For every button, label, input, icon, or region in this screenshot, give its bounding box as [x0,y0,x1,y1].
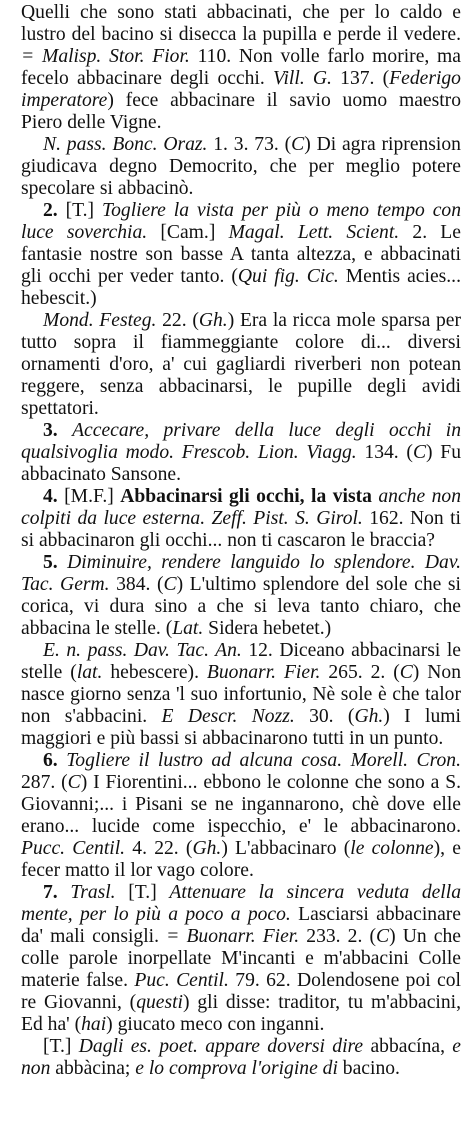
text-run: 4. 22. ( [125,838,193,859]
italic-text-run: Pucc. Centil. [21,838,126,859]
entry-paragraph-neuter-passive [21,134,461,200]
italic-text-run: C [376,926,390,947]
text-run: 137. ( [331,68,390,89]
italic-text-run: Magal. Lett. Scient. [228,222,400,243]
entry-paragraph-sense-5 [21,552,461,640]
text-run: ), e fecer matto il lor vago colore. [21,838,461,881]
italic-text-run: Buonarr. Fier. [206,662,321,683]
entry-paragraph-note [21,1036,461,1080]
italic-text-run: Gh. [354,706,384,727]
italic-text-run: Vill. G. [272,68,332,89]
text-run: Sidera hebetet.) [203,618,332,639]
italic-text-run: questi [136,992,184,1013]
italic-text-run: Togliere la vista per più o meno tempo con luce soverchia. [21,200,461,243]
italic-text-run: le colonne [350,838,434,859]
text-run: 22. ( [156,310,199,331]
text-run: [M.F.] [64,486,121,507]
text-run: ) L'abbacinaro ( [221,838,351,859]
text-run: [Cam.] [147,222,229,243]
bold-text-run: Abbacinarsi gli occhi, la vista [120,486,372,507]
italic-text-run: hai [81,1014,107,1035]
entry-paragraph-sense-5-passive [21,640,461,750]
italic-text-run: = Buonarr. Fier. [166,926,300,947]
italic-text-run: N. pass. Bonc. Oraz. [43,134,208,155]
bold-text-run: 7. [43,882,71,903]
text-run: ) I Fiorentini... ebbono le colonne che sono a S. Giovanni;... i Pisani se ne ingannarono, chè dove elle erano... lucide come ispecchio, e' le abbacinarono. [21,772,461,837]
italic-text-run: C [399,662,413,683]
italic-text-run: Mond. Festeg. [43,310,157,331]
text-run: hebescere). [102,662,207,683]
text-run: 162. Non ti si abbacinaron gli occhi... non ti cascaron le braccia? [21,508,461,551]
italic-text-run: e non [21,1036,461,1079]
text-run: Lasciarsi abbacinare da' mali consigli. [21,904,461,947]
italic-text-run: C [291,134,305,155]
entry-paragraph-sense-4 [21,486,461,552]
bold-text-run: 3. [43,420,73,441]
text-run: Mentis acies... hebescit.) [21,266,461,309]
italic-text-run: lat. [76,662,103,683]
italic-text-run: Lat. [172,618,204,639]
text-run: ) Di agra riprension giudicava degno Democrito, che per meglio potere specolare si abbacinò. [21,134,461,199]
text-run: ) I lumi maggiori e più bassi si abbacinarono tutti in un punto. [21,706,461,749]
entry-paragraph-sense-2 [21,200,461,310]
text-run: 233. 2. ( [299,926,377,947]
entry-paragraph-sense-3 [21,420,461,486]
entry-paragraph-sense-2-citation [21,310,461,420]
italic-text-run: Gh. [198,310,228,331]
text-run: ) Fu abbacinato Sansone. [21,442,461,485]
italic-text-run: Attenuare la sincera veduta della mente, per lo più a poco a poco. [21,882,461,925]
text-run: 2. Le fantasie nostre son basse A tanta altezza, e abbacinati gli occhi per veder tanto. ( [21,222,461,287]
bold-text-run: 6. [43,750,67,771]
text-run: ) fece abbacinare il savio uomo maestro Piero delle Vigne. [21,90,461,133]
italic-text-run: Togliere il lustro ad alcuna cosa. Morell. Cron. [66,750,462,771]
text-run: [T.] [65,200,102,221]
italic-text-run: e lo comprova l'origine di [135,1058,338,1079]
text-run: ) gli disse: traditor, tu m'abbacini, Ed ha' ( [21,992,461,1035]
entry-paragraph-sense-7 [21,882,461,1036]
italic-text-run: C [67,772,81,793]
italic-text-run: Trasl. [70,882,116,903]
italic-text-run: C [163,574,177,595]
text-run: 30. ( [294,706,355,727]
entry-paragraph-sense-6 [21,750,461,882]
text-run: Quelli che sono stati abbacinati, che per lo caldo e lustro del bacino si disecca la pupilla e perde il vedere. [21,2,461,45]
text-run: 265. 2. ( [320,662,400,683]
text-run: abbacína, [363,1036,453,1057]
italic-text-run: Diminuire, rendere languido lo splendore. Dav. Tac. Germ. [21,552,461,595]
italic-text-run: Federigo imperatore [21,68,461,111]
bold-text-run: 4. [43,486,65,507]
text-run: ) giucato meco con inganni. [106,1014,325,1035]
italic-text-run: Gh. [192,838,222,859]
italic-text-run: Accecare, privare della luce degli occhi in qualsivoglia modo. Frescob. Lion. Viagg. [21,420,461,463]
text-run: 134. ( [356,442,413,463]
italic-text-run: E Descr. Nozz. [161,706,295,727]
text-run: ) Era la ricca mole sparsa per tutto sopra il fiammeggiante colore di... diversi ornamenti d'oro, a' cui gagliardi riverberi non potean reggere, senza abbacinarsi, le pupille degli avidi spettatori. [21,310,461,419]
text-run: [T.] [115,882,170,903]
bold-text-run: 5. [43,552,68,573]
text-run: bacino. [337,1058,400,1079]
text-run: 384. ( [109,574,164,595]
italic-text-run: = Malisp. Stor. Fior. [21,46,190,67]
text-run: ) Un che colle parole inorpellate M'incanti e m'abbacini Colle materie false. [21,926,461,991]
text-run: ) Non nasce giorno senza 'l suo infortunio, Nè sole è che talor non s'abbacini. [21,662,461,727]
text-run: abbàcina; [50,1058,136,1079]
text-run: 287. ( [21,772,68,793]
text-run: 1. 3. 73. ( [207,134,292,155]
italic-text-run: Dagli es. poet. appare doversi dire [78,1036,364,1057]
italic-text-run: anche non colpiti da luce esterna. Zeff. Pist. S. Girol. [21,486,462,529]
bold-text-run: 2. [43,200,66,221]
italic-text-run: Puc. Centil. [134,970,229,991]
text-run: [T.] [43,1036,79,1057]
text-run: ) L'ultimo splendore del sole che si corica, vi dura sino a che si leva tanto chiaro, che abbacina le stelle. ( [21,574,461,639]
text-run: 110. Non volle farlo morire, ma fecelo abbacinare degli occhi. [21,46,461,89]
italic-text-run: E. n. pass. Dav. Tac. An. [43,640,242,661]
italic-text-run: Qui fig. Cic. [237,266,339,287]
italic-text-run: C [412,442,427,463]
text-run: 12. Diceano abbacinarsi le stelle ( [21,640,462,683]
entry-paragraph-definition [21,2,461,134]
text-run: 79. 62. Dolendosene poi col re Giovanni, ( [21,970,461,1013]
